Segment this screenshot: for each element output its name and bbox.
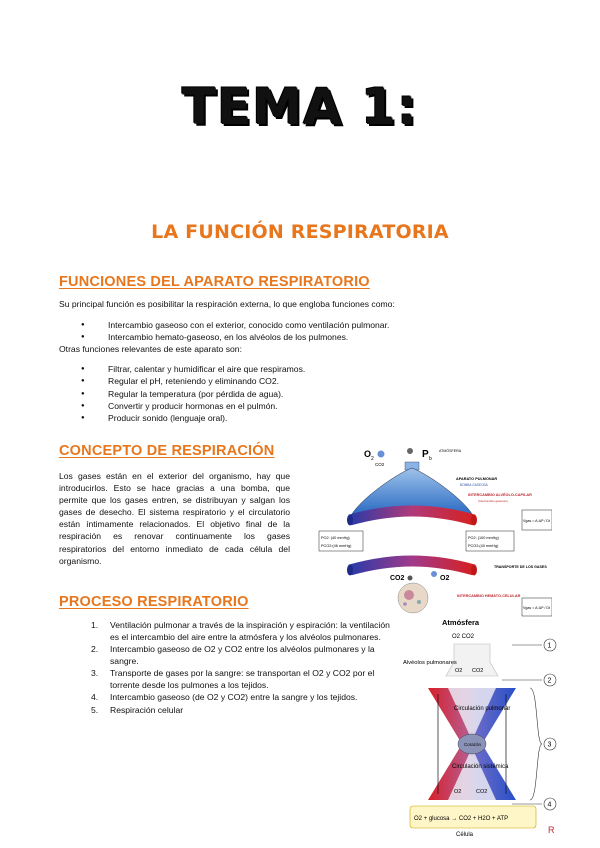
cell-organelle: [403, 602, 407, 606]
funciones-others-intro: Otras funciones relevantes de este aparato son:: [59, 344, 242, 354]
pressure-box-left: [319, 531, 363, 551]
formula-2: V̇gas = A·ΔP / Dt: [523, 606, 551, 610]
intercambio-alveolo-sub: (Intercambio gaseoso): [478, 499, 508, 503]
page-title: TEMA 1:: [182, 78, 418, 136]
co2-molecule: [408, 576, 413, 581]
list-item: ● Regular la temperatura (por pérdida de agua).: [108, 388, 548, 400]
alv-o2: O2: [455, 668, 463, 674]
cell-organelle: [417, 600, 421, 604]
r-label: R: [548, 825, 555, 835]
atm-gases-label: O2 CO2: [452, 634, 475, 640]
step-number: 2: [547, 677, 552, 685]
aparato-label: APARATO PULMONAR: [456, 477, 498, 481]
systemic-capillary-tube: [350, 561, 474, 570]
bomba-label: BOMBA GASEOSA: [460, 483, 488, 487]
list-item: 3. Transporte de gases por la sangre: se transportan el O2 y CO2 por el torrente desde los pulmones a los tejidos.: [91, 668, 375, 690]
o2-label: O: [364, 449, 372, 459]
co2-molecule: [407, 448, 413, 454]
transporte-label: TRANSPORTE DE LOS GASES: [494, 565, 547, 569]
proceso-list: [91, 620, 398, 717]
list-item: 2. Intercambio gaseoso de O2 y CO2 entre los alvéolos pulmonares y la sangre.: [91, 644, 375, 666]
tube-end: [347, 515, 353, 526]
pressure-box-right: [466, 531, 514, 551]
po2-left: PO2: (40 mmHg): [321, 536, 350, 540]
funciones-others-list: [108, 363, 548, 424]
list-item: ● Regular el pH, reteniendo y eliminando CO2.: [108, 375, 548, 387]
sys-o2: O2: [454, 789, 462, 795]
pco2-right: PCO2:(40 mmHg): [468, 544, 499, 548]
tube-end: [471, 515, 477, 526]
o2-bottom-label: O2: [440, 575, 450, 582]
alv-co2: CO2: [472, 668, 484, 674]
list-item: 4. Intercambio gaseoso (de O2 y CO2) entre la sangre y los tejidos.: [91, 692, 358, 702]
section-heading-concepto: CONCEPTO DE RESPIRACIÓN: [59, 443, 275, 459]
step-number: 3: [547, 741, 552, 749]
circ-pulmonar-label: Circulación pulmonar: [454, 706, 511, 712]
circ-sistemica-label: Circulación sistémica: [452, 764, 509, 770]
o2-subscript: 2: [371, 456, 374, 462]
list-item: 1. Ventilación pulmonar a través de la inspiración y espiración: la ventilación es el intercambio del aire entre la atmósfera y los alvéolos pulmonares.: [91, 620, 390, 642]
intercambio-alveolo-label: INTERCAMBIO ALVÉOLO-CAPILAR: [468, 493, 532, 497]
funciones-list: [108, 319, 548, 344]
tube-end: [347, 565, 353, 576]
list-item: ● Filtrar, calentar y humidificar el aire que respiramos.: [108, 363, 548, 375]
funciones-intro: Su principal función es posibilitar la respiración externa, lo que engloba funciones como:: [59, 299, 395, 309]
pb-subscript: b: [429, 456, 432, 462]
sys-co2: CO2: [476, 789, 488, 795]
alveolos-label: Alvéolos pulmonares: [403, 660, 457, 666]
o2-molecule: [431, 571, 437, 577]
list-item: 5. Respiración celular: [91, 704, 184, 715]
respiration-pump-diagram: [312, 440, 552, 620]
list-item: ● Intercambio hemato-gaseoso, en los alvéolos de los pulmones.: [108, 331, 548, 343]
list-item: ● Intercambio gaseoso con el exterior, conocido como ventilación pulmonar.: [108, 319, 548, 331]
pulmonary-capillary-tube: [350, 511, 474, 520]
celula-label: Célula: [456, 832, 474, 838]
formula-1: V̇gas = A·ΔP / Dt: [523, 519, 551, 523]
corazon-label: Corazón: [464, 742, 482, 747]
section-heading-proceso: PROCESO RESPIRATORIO: [59, 594, 249, 610]
list-item: ● Producir sonido (lenguaje oral).: [108, 412, 548, 424]
bracket: [530, 688, 542, 800]
co2-bottom-label: CO2: [390, 575, 405, 582]
cell-equation: O2 + glucosa → CO2 + H2O + ATP: [414, 816, 509, 822]
list-item: ● Convertir y producir hormonas en el pulmón.: [108, 400, 548, 412]
cell-nucleus: [404, 590, 414, 600]
concepto-text: Los gases están en el exterior del organismo, hay que introducirlos. Esto se hace gracias a una bomba, que permite que los gases entren, se distribuyan y salgan los gases de desecho. El sistema respiratorio y el circulatorio están íntimamente relacionados. El objetivo final de la respiración es renovar continuamente los gases respiratorios del entorno inmediato de cada célula del organismo.: [59, 471, 290, 566]
page-subtitle: LA FUNCIÓN RESPIRATORIA: [151, 221, 449, 243]
tube-end: [471, 565, 477, 576]
step-number: 1: [547, 642, 552, 650]
pb-label: P: [422, 449, 429, 460]
po2-right: PO2: (100 mmHg): [468, 536, 499, 540]
intercambio-hemato-label: INTERCAMBIO HEMATO-CELULAR: [457, 594, 521, 598]
respiratory-process-diagram: [402, 616, 572, 846]
co2-small-label: CO2: [375, 462, 385, 467]
pco2-left: PCO2:(46 mmHg): [321, 544, 352, 548]
section-heading-funciones: FUNCIONES DEL APARATO RESPIRATORIO: [59, 274, 370, 290]
o2-molecule: [378, 451, 385, 458]
atmosfera-label: ATMÓSFERA: [439, 449, 462, 453]
step-number: 4: [547, 801, 552, 809]
atmosfera-label: Atmósfera: [442, 618, 480, 627]
